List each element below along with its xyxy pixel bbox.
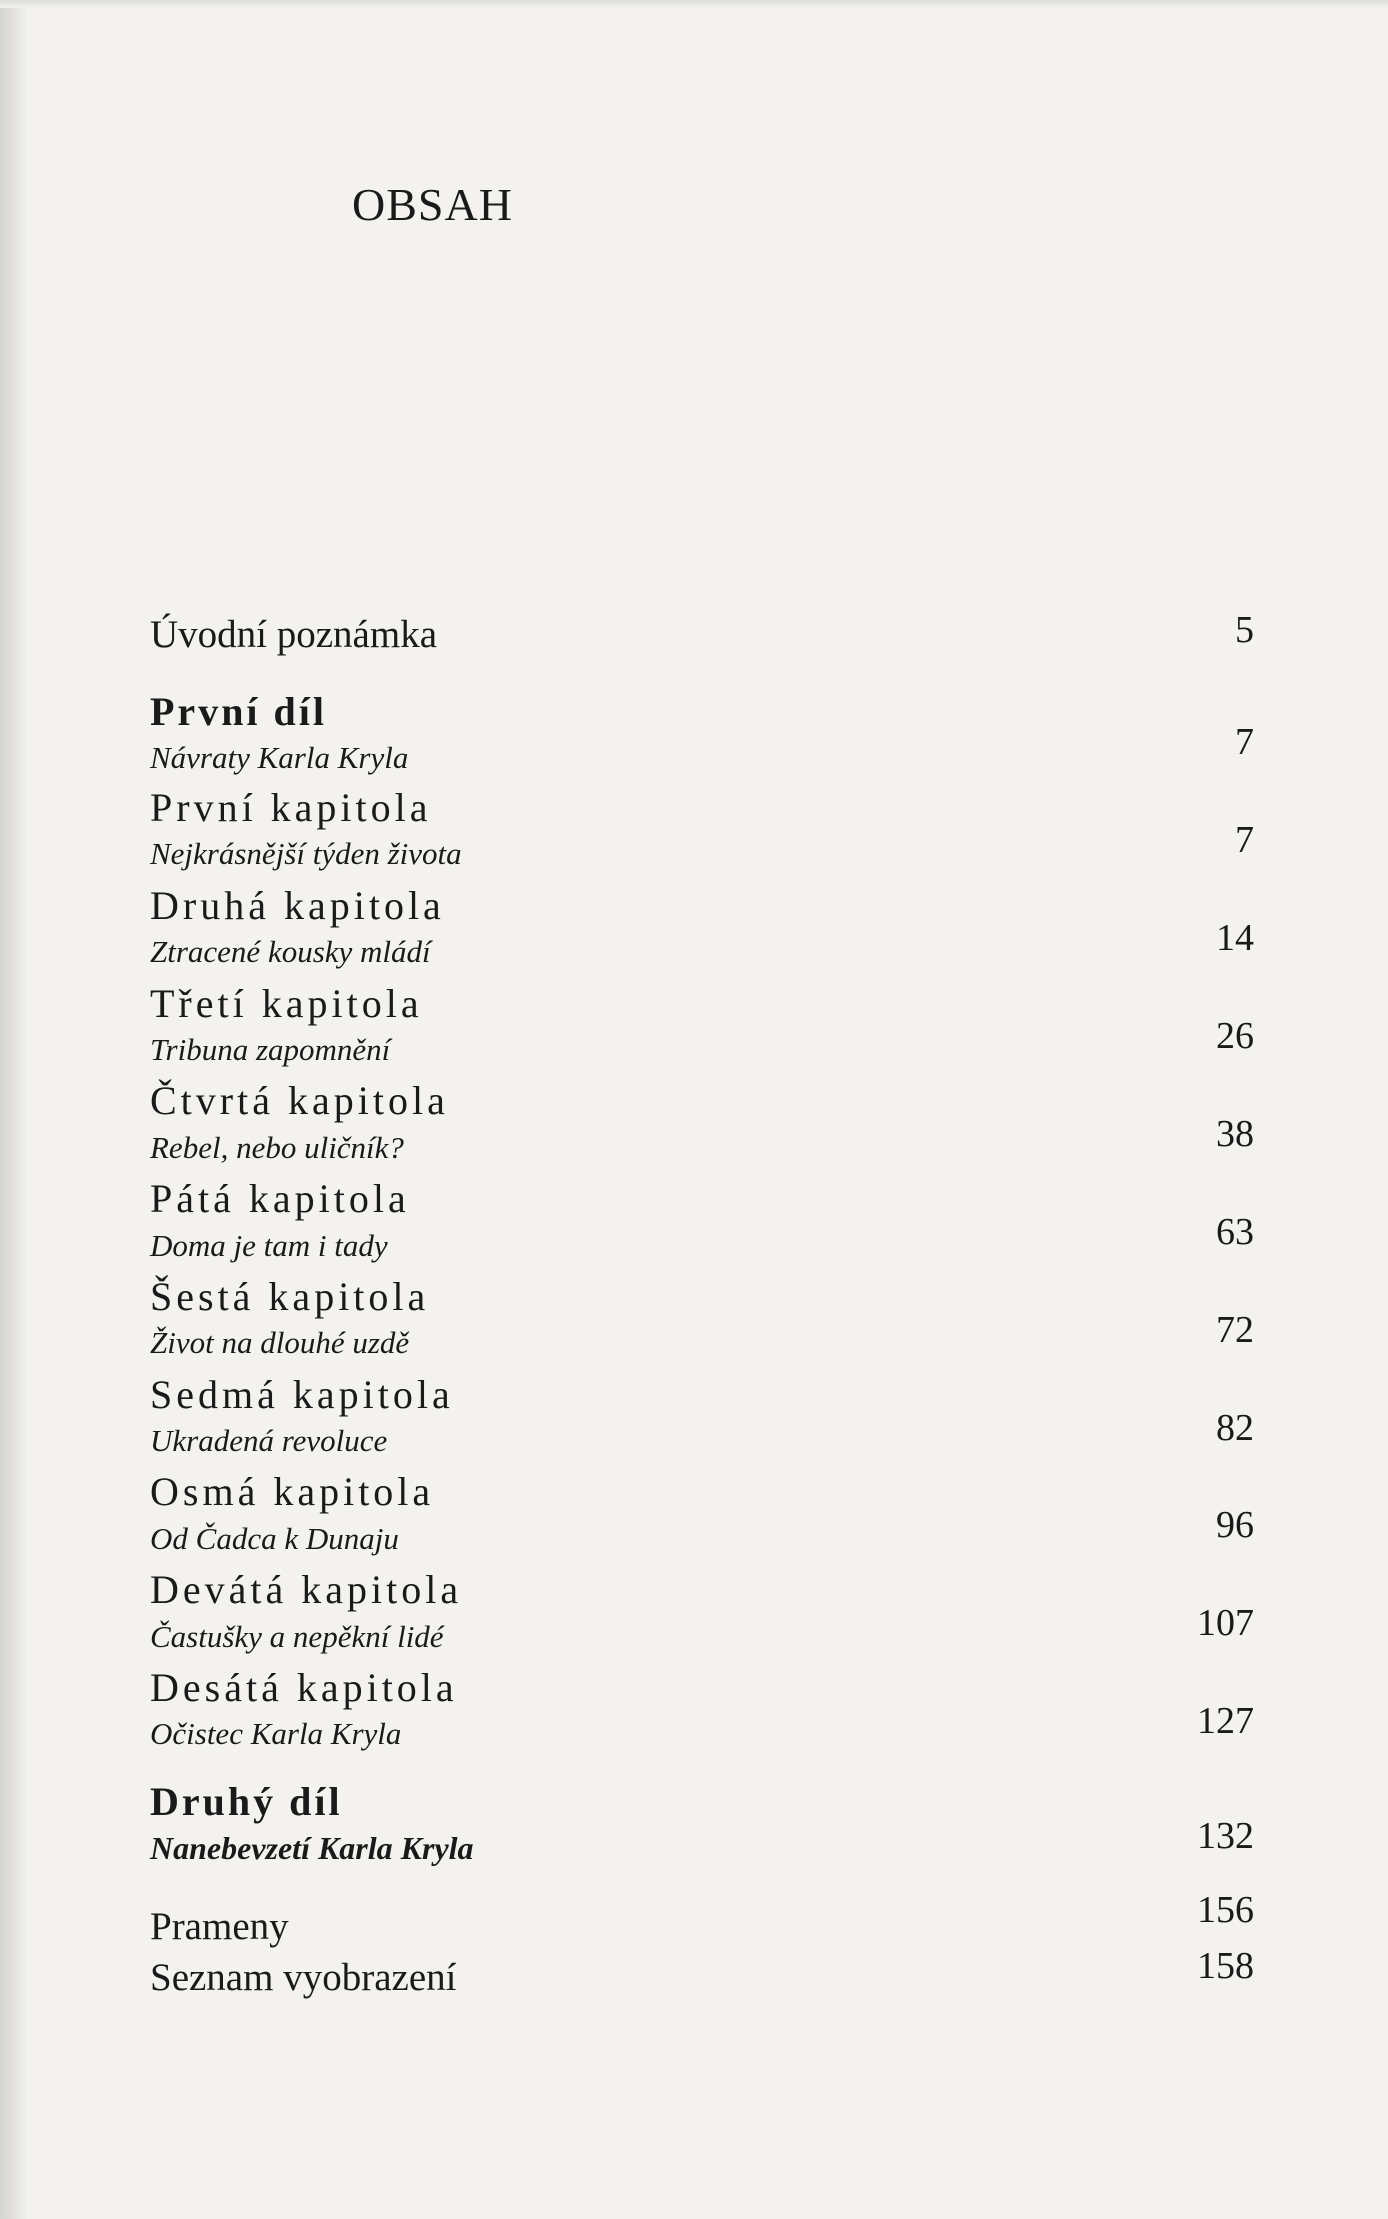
toc-entry-title: Úvodní poznámka xyxy=(150,613,438,656)
toc-page-number: 26 xyxy=(1216,1015,1254,1057)
toc-chapter-subtitle: Očistec Karla Kryla xyxy=(150,1716,402,1751)
toc-page-number: 7 xyxy=(1235,819,1254,861)
toc-chapter-title: Desátá kapitola xyxy=(150,1665,458,1710)
toc-chapter-title: První kapitola xyxy=(150,785,432,830)
toc-chapter-subtitle: Ztracené kousky mládí xyxy=(150,934,431,969)
toc-part-subtitle: Návraty Karla Kryla xyxy=(150,740,409,775)
toc-part-title: První díl xyxy=(150,689,328,734)
toc-part-title: Druhý díl xyxy=(150,1779,343,1824)
toc-page-number: 72 xyxy=(1216,1309,1254,1351)
toc-entry-title: Seznam vyobrazení xyxy=(150,1956,457,1999)
toc-chapter-title: Třetí kapitola xyxy=(150,981,423,1026)
toc-chapter-title: Pátá kapitola xyxy=(150,1176,410,1221)
toc-page-number: 156 xyxy=(1197,1889,1254,1931)
toc-chapter-subtitle: Nejkrásnější týden života xyxy=(150,836,462,871)
toc-chapter-subtitle: Život na dlouhé uzdě xyxy=(150,1325,410,1360)
toc-chapter-title: Čtvrtá kapitola xyxy=(150,1078,449,1123)
toc-chapter-title: Osmá kapitola xyxy=(150,1469,435,1514)
toc-page-number: 96 xyxy=(1216,1504,1254,1546)
toc-chapter-subtitle: Tribuna zapomnění xyxy=(150,1032,391,1067)
toc-chapter-subtitle: Doma je tam i tady xyxy=(150,1228,388,1263)
toc-chapter-subtitle: Rebel, nebo uličník? xyxy=(150,1130,404,1165)
toc-page-number: 14 xyxy=(1216,917,1254,959)
toc-chapter-title: Šestá kapitola xyxy=(150,1274,430,1319)
toc-page-number: 82 xyxy=(1216,1407,1254,1449)
toc-chapter-subtitle: Ukradená revoluce xyxy=(150,1423,388,1458)
toc-chapter-subtitle: Od Čadca k Dunaju xyxy=(150,1521,399,1556)
toc-page-number: 158 xyxy=(1197,1945,1254,1987)
toc-page-number: 132 xyxy=(1197,1815,1254,1857)
toc-entry-title: Prameny xyxy=(150,1905,289,1948)
toc-page-number: 5 xyxy=(1235,609,1254,651)
toc-part-subtitle: Nanebevzetí Karla Kryla xyxy=(150,1830,474,1866)
page-title: OBSAH xyxy=(352,179,513,230)
toc-chapter-title: Devátá kapitola xyxy=(150,1567,463,1612)
toc-page-number: 38 xyxy=(1216,1113,1254,1155)
toc-chapter-title: Druhá kapitola xyxy=(150,883,445,928)
toc-chapter-title: Sedmá kapitola xyxy=(150,1372,454,1417)
toc-page-number: 107 xyxy=(1197,1602,1254,1644)
toc-chapter-subtitle: Častušky a nepěkní lidé xyxy=(150,1619,444,1654)
toc-page-number: 127 xyxy=(1197,1700,1254,1742)
toc-page-number: 7 xyxy=(1235,721,1254,763)
toc-page-number: 63 xyxy=(1216,1211,1254,1253)
